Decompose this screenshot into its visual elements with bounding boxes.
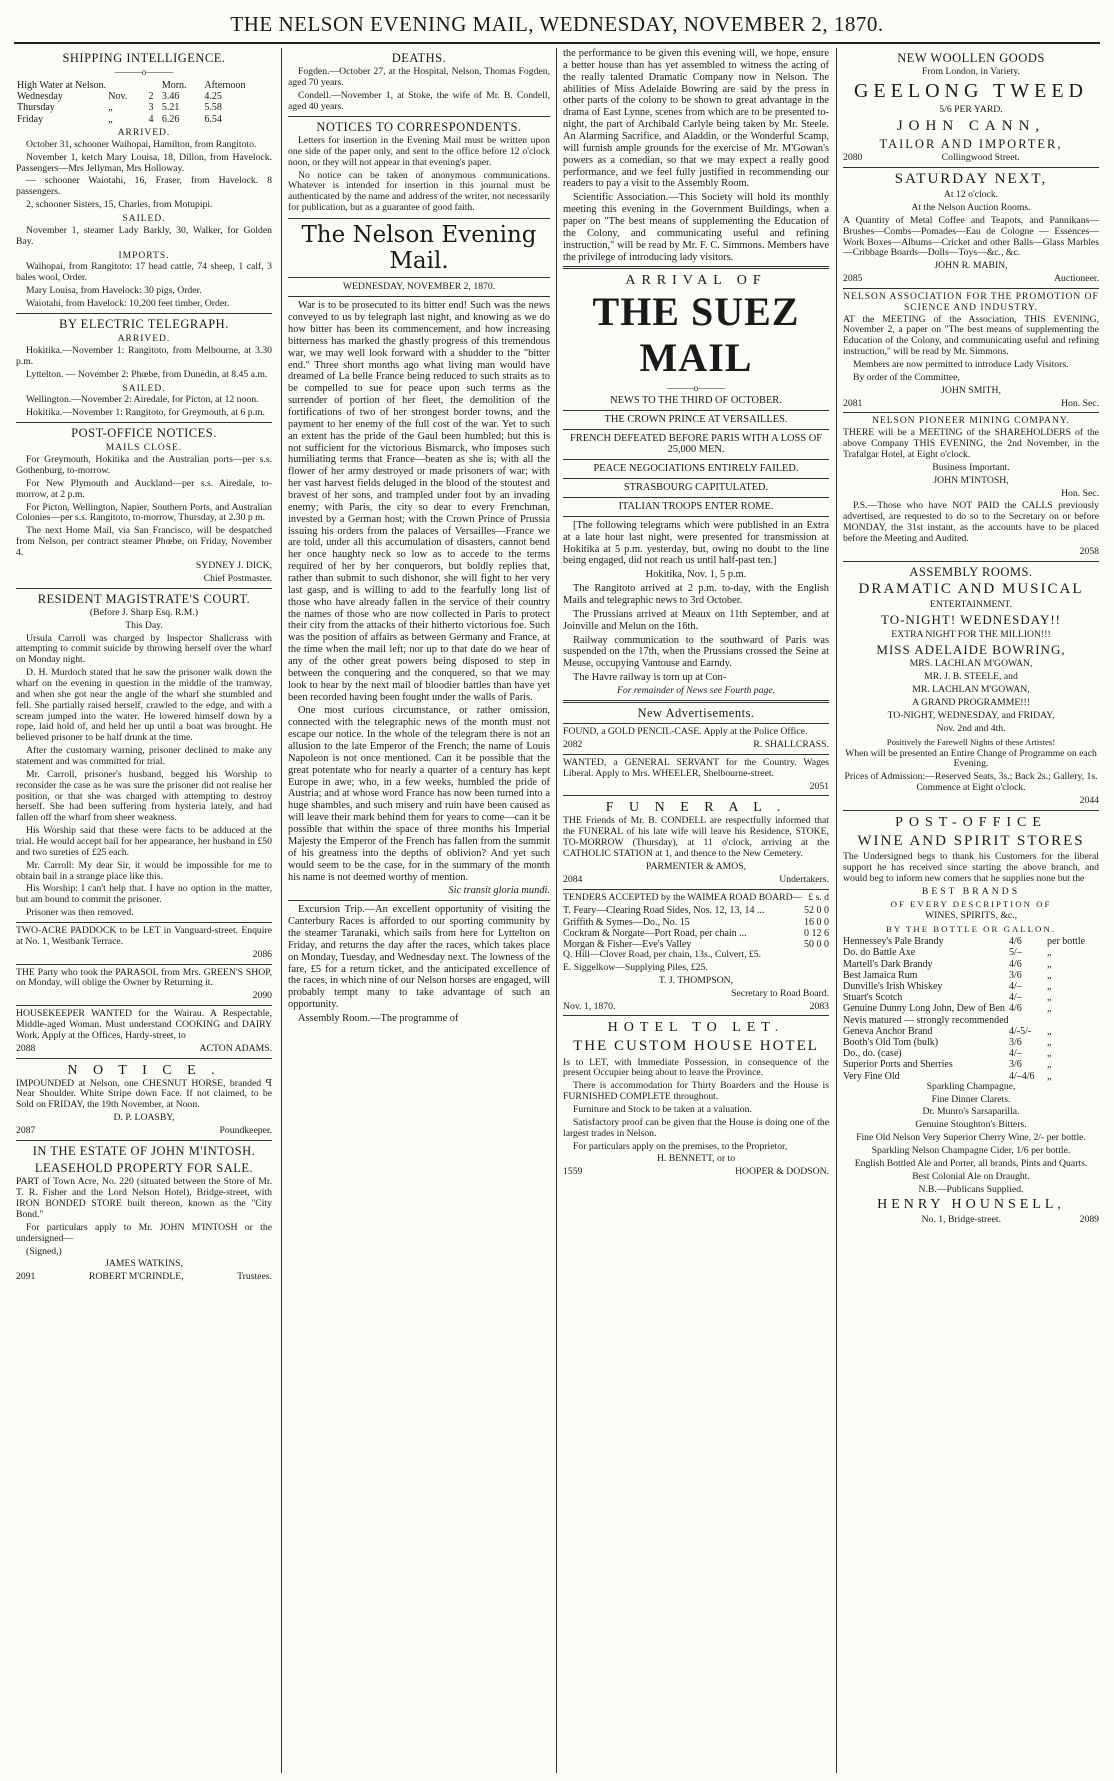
deaths-section <box>288 51 550 113</box>
ad-footer: 1559 HOOPER & DODSON. <box>563 1166 829 1178</box>
farewell: Positively the Farewell Nights of these Artistes! <box>886 736 1056 747</box>
divider <box>16 1140 272 1141</box>
ad-text: AT the MEETING of the Association, THIS EVENING, November 2, a paper on "The best means of supplementing the Education of the Colony, and communicating useful and refining instruction," will be read by Mr. Simmons. <box>843 313 1099 358</box>
ad-text: HOUSEKEEPER WANTED for the Wairau. A Respectable, Middle-aged Woman. Must understand COOKING and DAIRY Work. Apply at the Offices, Hardy-street, to <box>16 1008 272 1041</box>
programme-change: When will be presented an Entire Change of Programme on each Evening. <box>845 747 1097 770</box>
court-paragraph: Mr. Carroll: My dear Sir, it would be impossible for me to obtain bail in a strange place like this. <box>16 859 272 882</box>
wine-kinds: WINES, SPIRITS, &c., <box>924 910 1018 922</box>
suez-title: THE SUEZ MAIL <box>592 289 800 381</box>
divider <box>16 313 272 314</box>
wine-heading: POST-OFFICE <box>895 814 1047 830</box>
column-1 <box>16 48 272 1773</box>
cast-member: MRS. LACHLAN M'GOWAN, <box>909 658 1033 670</box>
ad-number: 2051 <box>809 780 829 792</box>
trustee-name: JAMES WATKINS, <box>105 1258 183 1270</box>
admission-prices: Prices of Admission:—Reserved Seats, 3s.; Back 2s.; Gallery, 1s. Commence at Eight o'clock. <box>844 771 1098 794</box>
tweed-title: GEELONG TWEED <box>853 80 1089 103</box>
divider <box>843 167 1099 168</box>
table-row: Morgan & Fisher—Eve's Valley 50 0 0 <box>563 938 829 950</box>
ad-text: THE Party who took the PARASOL from Mrs. GREEN'S SHOP, on Monday, will oblige the Owner by Returning it. <box>16 966 272 989</box>
tide-row: Wednesday Nov. 2 3.46 4.25 <box>17 90 222 102</box>
tweed-price: 5/6 PER YARD. <box>939 103 1003 115</box>
estate-ad <box>16 1144 272 1283</box>
funeral-ad <box>563 800 829 885</box>
court-paragraph: His Worship: I can't help that. I have no option in the matter, but am bound to commit the prisoner. <box>16 883 272 906</box>
masthead-rule <box>14 42 1100 44</box>
tide-label: High Water at Nelson. <box>17 79 106 91</box>
divider <box>16 964 272 965</box>
entertainment-sub: ENTERTAINMENT. <box>929 599 1013 611</box>
ad-number: 2090 <box>252 990 272 1002</box>
divider <box>563 478 829 479</box>
tenders-ad <box>563 893 829 1013</box>
hotel-heading: HOTEL TO LET. <box>607 1020 785 1036</box>
ad-text: PART of Town Acre, No. 220 (situated between the Store of Mr. T. R. Fisher and the Lord Nelson Hotel), Bridge-street, with IRON BONDED STORE built thereon, known as the "City Bond." <box>16 1176 272 1220</box>
subheading: ARRIVED. <box>117 128 171 139</box>
excursion-paragraph: Excursion Trip.—An excellent opportunity of visiting the Canterbury Races is afforded to our sporting community by the steamer Taranaki, which sails from here for Lyttelton on Friday, and returns the day after the races, which takes place on Monday, Tuesday, and Wednesday next. The lowness of the fare, £5 for a return ticket, and the anticipated excellence of the races, in which nine of our Nelson horses are engaged, will probably tempt many to take advantage of such an opportunity. <box>288 904 550 1011</box>
suez-headline: NEWS TO THE THIRD OF OCTOBER. <box>610 394 782 406</box>
ad-text: P.S.—Those who have NOT PAID the CALLS previously advertised, are requested to do so to the Secretary on or before MONDAY, the 31st instant, as the accounts have to be placed before the Meeting and Audited. <box>843 500 1099 545</box>
table-row: Stuart's Scotch 4/– „ <box>843 992 1052 1004</box>
section-heading: IN THE ESTATE OF JOHN M'INTOSH. <box>32 1143 256 1158</box>
ad-text: THERE will be a MEETING of the SHAREHOLDERS of the above Company THIS EVENING, the 2nd November, in the Trafalgar Hotel, at Eight o'clock. <box>843 427 1099 461</box>
section-heading: SHIPPING INTELLIGENCE. <box>62 51 226 65</box>
import-entry: Waiotahi, from Havelock: 10,200 feet timber, Order. <box>26 298 230 309</box>
divider <box>563 497 829 498</box>
bottle-or-gallon: BY THE BOTTLE OR GALLON. <box>886 924 1056 935</box>
ornament-divider: ———o——— <box>114 67 174 78</box>
court-paragraph: D. H. Murdoch stated that he saw the prisoner walk down the wharf on the evening in question in the middle of the tramway, and when she got near the angle of the wharf she stumbled and fell. She partially raised herself, crawled to the edge, and with a scream jumped into the water. He lowered himself down by a rope, laid hold of, and held her up until a boat was brought. He believed prisoner to be half drunk at the time. <box>16 667 272 744</box>
assembly-rooms-ad <box>843 565 1099 807</box>
table-row: Hennessey's Pale Brandy 4/6 per bottle <box>843 936 1086 948</box>
signer-title: Chief Postmaster. <box>203 572 272 584</box>
ad-footer: 2084 Undertakers. <box>563 873 829 885</box>
column-divider <box>556 48 557 1773</box>
correspondents-paragraph: No notice can be taken of anonymous communications. Whatever is intended for insertion in this journal must be authenticated by the name and address of the writer, not necessarily for publication, but as a guarantee of good faith. <box>288 169 550 214</box>
ad-text: The Undersigned begs to thank his Customers for the liberal support he has received since starting the above branch, and would beg to inform new comers that he supplies none but the <box>843 850 1099 884</box>
ad-footer: 2080 Collingwood Street. <box>843 152 1020 164</box>
entertainment-title: DRAMATIC AND MUSICAL <box>858 581 1084 597</box>
shipping-entry: November 1, ketch Mary Louisa, 18, Dillon, from Havelock. Passengers—Mrs Jellyman, Mrs Holloway. <box>16 151 272 174</box>
court-paragraph: Ursula Carroll was charged by Inspector Shallcrass with attempting to commit suicide by throwing herself over the wharf on Monday night. <box>16 632 272 666</box>
signer-title: Hon. Sec. <box>1061 487 1099 499</box>
tender-entry: E. Siggelkow—Supplying Piles, £25. <box>563 962 708 974</box>
import-entry: Mary Louisa, from Havelock: 30 pigs, Order. <box>26 285 202 297</box>
ad-footer: 2088 ACTON ADAMS. <box>16 1042 272 1054</box>
divider <box>843 288 1099 289</box>
section-heading: BY ELECTRIC TELEGRAPH. <box>59 316 229 331</box>
notice-heading: N O T I C E . <box>67 1062 221 1078</box>
every-description: OF EVERY DESCRIPTION OF <box>890 899 1052 910</box>
publicans-supplied: N.B.—Publicans Supplied. <box>918 1183 1024 1195</box>
ad-text: A Quantity of Metal Coffee and Teapots, and Pannikans—Brushes—Combs—Pomades—Eau de Cologne — Essences—Work Boxes—Albums—Cricket and other Balls—Glass Marbles—Cribbage Boards—Dolls—Toys—&c., &c. <box>843 214 1099 259</box>
divider <box>563 700 829 703</box>
masthead: THE NELSON EVENING MAIL, WEDNESDAY, NOVEMBER 2, 1870. <box>230 12 884 36</box>
subheading: IMPORTS. <box>118 250 170 261</box>
suez-dateline: Hokitika, Nov. 1, 5 p.m. <box>645 569 747 581</box>
tide-row: Thursday „ 3 5.21 5.58 <box>17 102 222 114</box>
association-ad <box>843 292 1099 410</box>
suez-paragraph: The Prussians arrived at Meaux on 11th September, and at Joinville and Melun on the 16th. <box>563 608 829 632</box>
correspondents-paragraph: Letters for insertion in the Evening Mail must be written upon one side of the paper only, and sent to the office before 12 o'clock noon, or they will not appear in that evening's paper. <box>288 134 550 168</box>
cast-member: MR. J. B. STEELE, and <box>924 671 1018 683</box>
impound-notice <box>16 1063 272 1137</box>
table-row: Very Fine Old 4/–4/6 „ <box>843 1070 1052 1082</box>
ad-text: Satisfactory proof can be given that the House is doing one of the largest trades in Nelson. <box>563 1116 829 1139</box>
shipping-section <box>16 51 272 310</box>
ad-heading: NELSON ASSOCIATION FOR THE PROMOTION OF SCIENCE AND INDUSTRY. <box>843 291 1099 313</box>
column-3 <box>563 48 829 1773</box>
programme: A GRAND PROGRAMME!!! <box>912 697 1030 709</box>
ad-text: IMPOUNDED at Nelson, one CHESNUT HORSE, branded ꟼ Near Shoulder. White Stripe down Face. If not claimed, to be Sold on FRIDAY, the 19th November, at Noon. <box>16 1077 272 1111</box>
tonight: TO-NIGHT! WEDNESDAY!! <box>881 611 1061 627</box>
ad-footer: 2091 ROBERT M'CRINDLE, Trustees. <box>16 1271 272 1283</box>
ad-heading: NELSON PIONEER MINING COMPANY. <box>872 416 1070 427</box>
divider <box>563 1015 829 1016</box>
table-row: Do., do. (case) 4/– „ <box>843 1048 1052 1060</box>
court-paragraph: Mr. Carroll, prisoner's husband, begged his Worship to reconsider the case as he was sure the prisoner did not realise her position, or that she was charged with attempting to destroy herself. She had been suffering from hysteria lately, and had fallen off the wharf from sheer weakness. <box>16 768 272 824</box>
court-paragraph: Prisoner was then removed. <box>26 907 134 919</box>
parasol-ad <box>16 968 272 1003</box>
court-report <box>16 592 272 919</box>
divider <box>563 410 829 411</box>
tide-aft-header: Afternoon <box>204 79 246 91</box>
mail-entry: The next Home Mail, via San Francisco, will be despatched from Nelson, per contract steamer Phœbe, on Friday, November 4. <box>16 525 272 559</box>
ad-number: 2086 <box>252 948 272 960</box>
divider <box>16 922 272 923</box>
funeral-heading: F U N E R A L . <box>605 800 787 816</box>
wine-extra: Sparkling Champagne, <box>926 1080 1016 1092</box>
wine-extra: Dr. Munro's Sarsaparilla. <box>922 1106 1020 1118</box>
suez-headline: PEACE NEGOCIATIONS ENTIRELY FAILED. <box>593 463 799 475</box>
signer-title: Secretary to Road Board. <box>731 987 829 999</box>
firm-name: PARMENTER & AMOS, <box>645 860 747 872</box>
suez-headline: ITALIAN TROOPS ENTER ROME. <box>618 501 774 513</box>
auction-heading: SATURDAY NEXT, <box>894 170 1048 187</box>
assembly-paragraph-start: Assembly Room.—The programme of <box>298 1012 459 1024</box>
divider <box>288 116 550 117</box>
death-notice: Condell.—November 1, at Stoke, the wife of Mr. B. Condell, aged 40 years. <box>288 89 550 112</box>
dates: TO-NIGHT, WEDNESDAY, and FRIDAY, <box>887 709 1055 721</box>
cast-member: MR. LACHLAN M'GOWAN, <box>912 684 1030 696</box>
signer: T. J. THOMPSON, <box>658 974 734 986</box>
subheading: SAILED. <box>122 214 166 225</box>
tender-entry: Q. Hill—Clover Road, per chain, 13s., Culvert, £5. <box>563 949 762 961</box>
tide-table <box>16 80 272 126</box>
star-name: MISS ADELAIDE BOWRING, <box>876 641 1066 657</box>
ad-footer: 2085 Auctioneer. <box>843 273 1099 285</box>
ad-number: 2044 <box>1079 795 1099 807</box>
section-heading: NOTICES TO CORRESPONDENTS. <box>316 119 522 134</box>
column-4 <box>843 48 1099 1773</box>
death-notice: Fogden.—October 27, at the Hospital, Nelson, Thomas Fogden, aged 70 years. <box>288 66 550 89</box>
shipping-entry: October 31, schooner Waihopai, Hamilton, from Rangitoto. <box>26 138 257 150</box>
divider <box>288 296 550 297</box>
divider <box>288 900 550 901</box>
table-row: Martell's Dark Brandy 4/6 „ <box>843 958 1052 970</box>
ad-text: For particulars apply to Mr. JOHN M'INTOSH or the undersigned— <box>16 1221 272 1244</box>
assembly-paragraph-cont: the performance to be given this evening will, we hope, ensure a better house than has yet assembled to witness the acting of the really talented Dramatic Company now in Nelson. The abilities of Miss Adelaide Bowring are said by the press in other parts of the colony to be shown to great advantage in the drama of East Lynne, scenes from which are to be presented to-night, the part of Archibald Carlyle being taken by Mr. Steele. An Alarming Sacrifice, and Aladdin, or the Wonderful Scamp, will furnish ample grounds for the exercise of Mr. M'Gowan's powers as a comedian, so that we may expect a really good performance, and we feel fully justified in recommending our readers to pay a visit to the Assembly Room. <box>563 48 829 190</box>
hotel-name: THE CUSTOM HOUSE HOTEL <box>573 1038 819 1055</box>
divider <box>563 889 829 890</box>
shipping-entry: 2, schooner Sisters, 15, Charles, from Motupipi. <box>26 199 213 211</box>
divider <box>843 810 1099 811</box>
signer: SYDNEY J. DICK, <box>195 559 272 571</box>
tide-row: Friday „ 4 6.26 6.54 <box>17 113 222 125</box>
column-divider <box>836 48 837 1773</box>
wanted-ad <box>563 758 829 793</box>
auction-ad <box>843 171 1099 285</box>
tenders-table <box>563 905 829 950</box>
table-row: Best Jamaica Rum 3/6 „ <box>843 969 1052 981</box>
newspaper-title: The Nelson Evening Mail. <box>288 218 550 278</box>
subheading: SAILED. <box>122 383 166 394</box>
ad-heading: ASSEMBLY ROOMS. <box>909 564 1033 579</box>
table-row: Griffith & Symes—Do., No. 15 16 0 0 <box>563 916 829 928</box>
wine-title: WINE AND SPIRIT STORES <box>857 832 1085 849</box>
divider <box>563 459 829 460</box>
subheading: ARRIVED. <box>117 334 171 345</box>
editorial <box>288 300 550 897</box>
wine-extra: Genuine Stoughton's Bitters. <box>915 1119 1027 1131</box>
ad-text: FOUND, a GOLD PENCIL-CASE. Apply at the Police Office. <box>563 726 808 738</box>
table-row: Booth's Old Tom (bulk) 3/6 „ <box>843 1036 1052 1048</box>
editorial-paragraph: War is to be prosecuted to its bitter end! Such was the news conveyed to us by telegraph last night, and knowing as we do how bitter has been its commencement, and how increasing bitterness has marked the ghastly progress of this tremendous war, we may well look forward with a shudder to the "bitter end." Three short months ago what living man would have dreamed of La belle France being reduced to such straits as to be compelled to sue for peace upon such terms as the surrender of portion of her fleet, the demolition of the fortifications of two of her strongest border towns, and the payment to her enemy of the full cost of the war. Yet to such an extent has the pride of the Gaul been humbled; but this is not sufficient for the victorious Bismarck, who imposes such humiliating terms that France—beaten as she is; with all the flower of her army destroyed or made prisoners of war; with her vast harvest fields deluged in the blood of the stoutest and bravest of her sons, and trampled under foot by an invading enemy; with Paris, the city so dear to every Frenchman, invested by a German host; with the Crown Prince of Prussia issuing his orders from the palaces of Versailles—France we are told, under all this accumulation of disasters, cannot bend her once haughty neck so low as to accede to the terms required of her by her conquerors, but boldly replies that, rather than submit to such dishonor, she will fight to her very last gasp, and is willing to add to the fearfully long list of those who have already fallen in the service of their country the names of those who are now collected in Paris to protect their city from the attacks of their hitherto victorious foe. Such was the position of affairs as between Germany and France, at the time when the mail left; nor up to that date do we hear of any of the other great powers being disposed to step in between the conquering and the conquered, so that we may look to hear by the next mail of bloodier battles than have yet been recorded having been fought under the walls of Paris. <box>288 300 550 703</box>
editorial-latin: Sic transit gloria mundi. <box>448 885 550 897</box>
wine-price-list <box>843 936 1099 1081</box>
suez-paragraph: Railway communication to the southward of Paris was suspended on the 17th, when the Prussians crossed the Seine at Meuse, occupying Vantouse and Earndy. <box>563 634 829 670</box>
table-row: Dunville's Irish Whiskey 4/– „ <box>843 981 1052 993</box>
ad-text: THE Friends of Mr. B. CONDELL are respectfully informed that the FUNERAL of his late wife will leave his Residence, STOKE, TO-MORROW (Thursday), at 11 o'clock, arriving at the CATHOLIC STATION at 1, and thence to the New Cemetery. <box>563 815 829 859</box>
telegraph-entry: Hokitika.—November 1: Rangitoto, from Melbourne, at 3.30 p.m. <box>16 344 272 367</box>
telegraph-entry: Lyttelton. — November 2: Phœbe, from Dunedin, at 8.45 a.m. <box>26 368 268 380</box>
telegraph-entry: Hokitika.—November 1: Rangitoto, for Greymouth, at 6 p.m. <box>26 407 265 419</box>
scientific-paragraph: Scientific Association.—This Society will hold its monthly meeting this evening in the Government Buildings, when a paper on "The best means of supplementing the Education of the Colony, and communicating useful and refining instruction," will be read by Mr. F. C. Simmons. Members have the privilege of introducing lady visitors. <box>563 192 829 263</box>
ad-text: Furniture and Stock to be taken at a valuation. <box>573 1103 752 1115</box>
signer: JOHN SMITH, <box>941 384 1001 396</box>
telegraph-entry: Wellington.—November 2: Airedale, for Picton, at 12 noon. <box>26 394 259 406</box>
wine-extra: Fine Dinner Clarets. <box>931 1093 1011 1105</box>
divider <box>563 795 829 796</box>
ad-text: Members are now permitted to introduce Lady Visitors. <box>853 359 1069 371</box>
signed-label: (Signed,) <box>26 1245 62 1257</box>
ad-footer: 2081 Hon. Sec. <box>843 397 1099 409</box>
auction-time: At 12 o'clock. <box>943 189 999 201</box>
wine-extra: Best Colonial Ale on Draught. <box>912 1170 1030 1182</box>
court-day: This Day. <box>125 619 163 631</box>
suez-paragraph: The Havre railway is torn up at Con- <box>573 672 727 684</box>
post-office-notices <box>16 426 272 585</box>
suez-headline: FRENCH DEFEATED BEFORE PARIS WITH A LOSS OF 25,000 MEN. <box>569 432 822 456</box>
court-paragraph: After the customary warning, prisoner declined to make any statement and was committed for trial. <box>16 745 272 768</box>
suez-headline: THE CROWN PRINCE AT VERSAILLES. <box>604 413 788 425</box>
table-row: Geneva Anchor Brand 4/-5/- „ <box>843 1025 1052 1037</box>
auction-place: At the Nelson Auction Rooms. <box>911 201 1031 213</box>
wine-extra: English Bottled Ale and Porter, all brands, Pints and Quarts. <box>854 1157 1088 1169</box>
telegraph-section <box>16 317 272 419</box>
mail-entry: For New Plymouth and Auckland—per s.s. Airedale, to-morrow, at 2 p.m. <box>16 477 272 500</box>
mining-ad <box>843 416 1099 557</box>
wine-extra: Sparkling Nelson Champagne Cider, 1/6 per bottle. <box>871 1145 1071 1157</box>
court-paragraph: His Worship said that these were facts to be adduced at the trial. He would accept bail for her appearance, her husband in £50 and two sureties of £25 each. <box>16 825 272 858</box>
ad-text: There is accommodation for Thirty Boarders and the House is FURNISHED COMPLETE throughout. <box>563 1080 829 1103</box>
ad-text: WANTED, a GENERAL SERVANT for the Country. Wages Liberal. Apply to Mrs. WHEELER, Shelbourne-street. <box>563 756 829 779</box>
ad-text: Is to LET, with Immediate Possession, in consequence of the present Occupier being about to leave the Province. <box>563 1056 829 1079</box>
table-row: Do. do Battle Axe 5/– „ <box>843 947 1052 959</box>
new-ads-heading: New Advertisements. <box>637 705 755 720</box>
signer: JOHN M'INTOSH, <box>933 474 1009 486</box>
extra-night: EXTRA NIGHT FOR THE MILLION!!! <box>891 628 1051 640</box>
divider <box>16 1058 272 1059</box>
ad-text: For particulars apply on the premises, to the Proprietor, <box>573 1140 788 1152</box>
ad-footer: No. 1, Bridge-street. 2089 <box>921 1214 1099 1226</box>
divider <box>563 723 829 724</box>
column-divider <box>281 48 282 1773</box>
ad-footer: 2087 Poundkeeper. <box>16 1125 272 1137</box>
signer: D. P. LOASBY, <box>113 1112 175 1124</box>
import-entry: Waihopai, from Rangitoto: 17 head cattle, 74 sheep, 1 calf, 3 bales wool, Order. <box>16 261 272 284</box>
divider <box>16 1005 272 1006</box>
section-subheading: LEASEHOLD PROPERTY FOR SALE. <box>34 1161 254 1176</box>
suez-arrival: ARRIVAL OF <box>625 273 767 289</box>
best-brands: BEST BRANDS <box>921 885 1021 897</box>
divider <box>563 516 829 517</box>
ad-text: Business Important. <box>932 461 1010 473</box>
ad-footer: Nov. 1, 1870. 2083 <box>563 1000 829 1012</box>
column-2 <box>288 48 550 1773</box>
tailor-name: JOHN CANN, <box>896 117 1046 134</box>
correspondents-section <box>288 120 550 214</box>
mail-entry: For Greymouth, Hokitika and the Australian ports—per s.s. Gothenburg, to-morrow. <box>16 454 272 476</box>
wine-stores-ad <box>843 815 1099 1226</box>
ad-heading: NEW WOOLLEN GOODS <box>897 51 1045 65</box>
table-row: T. Feary—Clearing Road Sides, Nos. 12, 13, 14 ... 52 0 0 <box>563 905 829 917</box>
section-heading: DEATHS. <box>391 51 447 65</box>
suez-remainder: For remainder of News see Fourth page. <box>616 685 776 697</box>
tenders-heading: TENDERS ACCEPTED by the WAIMEA ROAD BOARD— £ s. d <box>563 891 829 903</box>
divider <box>563 429 829 430</box>
divider <box>843 561 1099 562</box>
signer: H. BENNETT, or to <box>656 1153 736 1165</box>
wine-extra: Fine Old Nelson Very Superior Cherry Wine, 2/- per bottle. <box>856 1132 1086 1144</box>
ad-text: TWO-ACRE PADDOCK to be LET in Vanguard-street. Enquire at No. 1, Westbank Terrace. <box>16 925 272 947</box>
ornament-divider: ———o——— <box>666 382 726 393</box>
housekeeper-ad <box>16 1009 272 1054</box>
suez-paragraph: The Rangitoto arrived at 2 p.m. to-day, with the English Mails and telegraphic news to 3rd October. <box>563 583 829 607</box>
section-heading: RESIDENT MAGISTRATE'S COURT. <box>37 591 251 606</box>
divider <box>843 412 1099 413</box>
tailor-trade: TAILOR AND IMPORTER, <box>879 136 1063 151</box>
table-row: Superior Ports and Sherries 3/6 „ <box>843 1059 1052 1071</box>
proprietor-name: HENRY HOUNSELL, <box>877 1197 1065 1213</box>
dates-detail: Nov. 2nd and 4th. <box>936 722 1006 734</box>
table-row: Genuine Dunny Long John, Dew of Ben Nevis matured — strongly recommended 4/6 „ <box>843 1003 1052 1026</box>
section-heading: POST-OFFICE NOTICES. <box>71 426 217 441</box>
paddock-ad <box>16 926 272 961</box>
ad-number: 2058 <box>1079 545 1099 557</box>
found-ad <box>563 727 829 751</box>
divider <box>563 754 829 755</box>
divider <box>563 266 829 269</box>
mail-entry: For Picton, Wellington, Napier, Southern Ports, and Australian Colonies—per s.s. Rangitoto, to-morrow, Thursday, at 2.30 p m. <box>16 501 272 524</box>
suez-headline: STRASBOURG CAPITULATED. <box>623 482 769 494</box>
court-before: (Before J. Sharp Esq. R.M.) <box>89 606 199 618</box>
table-row: Cockram & Norgate—Port Road, per chain ... 0 12 6 <box>563 927 829 939</box>
shipping-entry: — schooner Waiotahi, 16, Fraser, from Havelock. 8 passengers. <box>16 175 272 198</box>
woollen-ad <box>843 51 1099 164</box>
divider <box>16 588 272 589</box>
signer: JOHN R. MABIN, <box>934 260 1008 272</box>
ad-text: By order of the Committee, <box>853 371 960 383</box>
editorial-dateline: WEDNESDAY, NOVEMBER 2, 1870. <box>342 281 496 293</box>
subheading: MAILS CLOSE. <box>105 443 183 454</box>
ad-footer: 2082 R. SHALLCRASS. <box>563 739 829 751</box>
shipping-entry: November 1, steamer Lady Barkly, 30, Walker, for Golden Bay. <box>16 224 272 247</box>
tide-morn-header: Morn. <box>161 79 187 91</box>
hotel-ad <box>563 1020 829 1178</box>
suez-intro: [The following telegrams which were published in an Extra at a late hour last night, were presented for transmission at Hokitika at 5 p.m. yesterday, but, owing no doubt to the line being engaged, did not reach us until half-past ten.] <box>563 519 829 567</box>
suez-mail-section <box>563 273 829 696</box>
divider <box>16 422 272 423</box>
ad-subheading: From London, in Variety. <box>922 66 1020 78</box>
editorial-paragraph: One most curious circumstance, or rather omission, connected with the telegraphic news of the month must not escape our notice. In the whole of the telegram there is not an allusion to the late Emperor of the French; the name of Louis Napoleon is not once mentioned. Can it be possible that the great potentate who for nearly a quarter of a century has kept Europe in awe; who, in a few weeks, humbled the pride of Austria; and at whose word France has now been turned into a huge shambles, and such misery and ruin have been caused as will leave their mark behind them for years to come—can it be possible that within the space of three months his Imperial Majesty the Emperor of the French has fallen from the summit of his greatness into the depths of oblivion? And yet such would seem to be the case, for in the summary of the month his name is not deemed worthy of mention. <box>288 705 550 883</box>
